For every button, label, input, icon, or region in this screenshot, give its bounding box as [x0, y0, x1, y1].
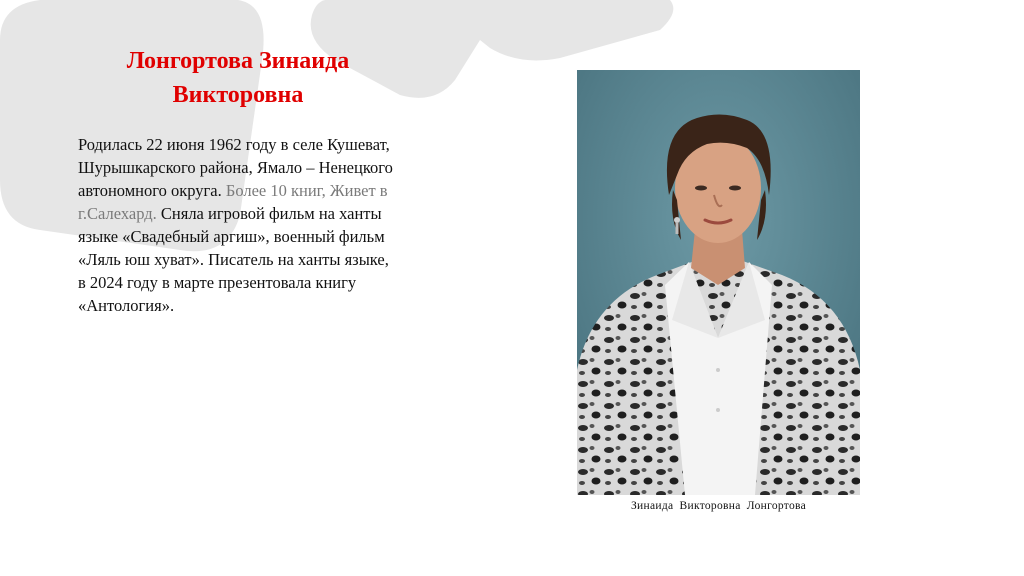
portrait-photo: [577, 70, 860, 495]
biography-text: [78, 133, 398, 317]
title-line-1: Лонгортова Зинаида: [126, 48, 350, 74]
bio-segment-2: Более 10 книг, Живет в г.Салехард.: [78, 181, 388, 223]
photo-caption: Зинаида Викторовна Лонгортова: [630, 500, 806, 512]
bio-segment-3: Сняла игровой фильм на ханты языке «Свадебный аргиш», военный фильм «Ляль юш хуват». Писатель на ханты языке, в 2024 году в марте презентовала книгу «Антология».: [78, 204, 389, 315]
slide-title: [78, 44, 398, 112]
title-line-2: Викторовна: [172, 82, 304, 108]
bio-segment-1: Родилась 22 июня 1962 году в селе Кушеват, Шурышкарского района, Ямало – Ненецкого автономного округа.: [78, 135, 393, 200]
